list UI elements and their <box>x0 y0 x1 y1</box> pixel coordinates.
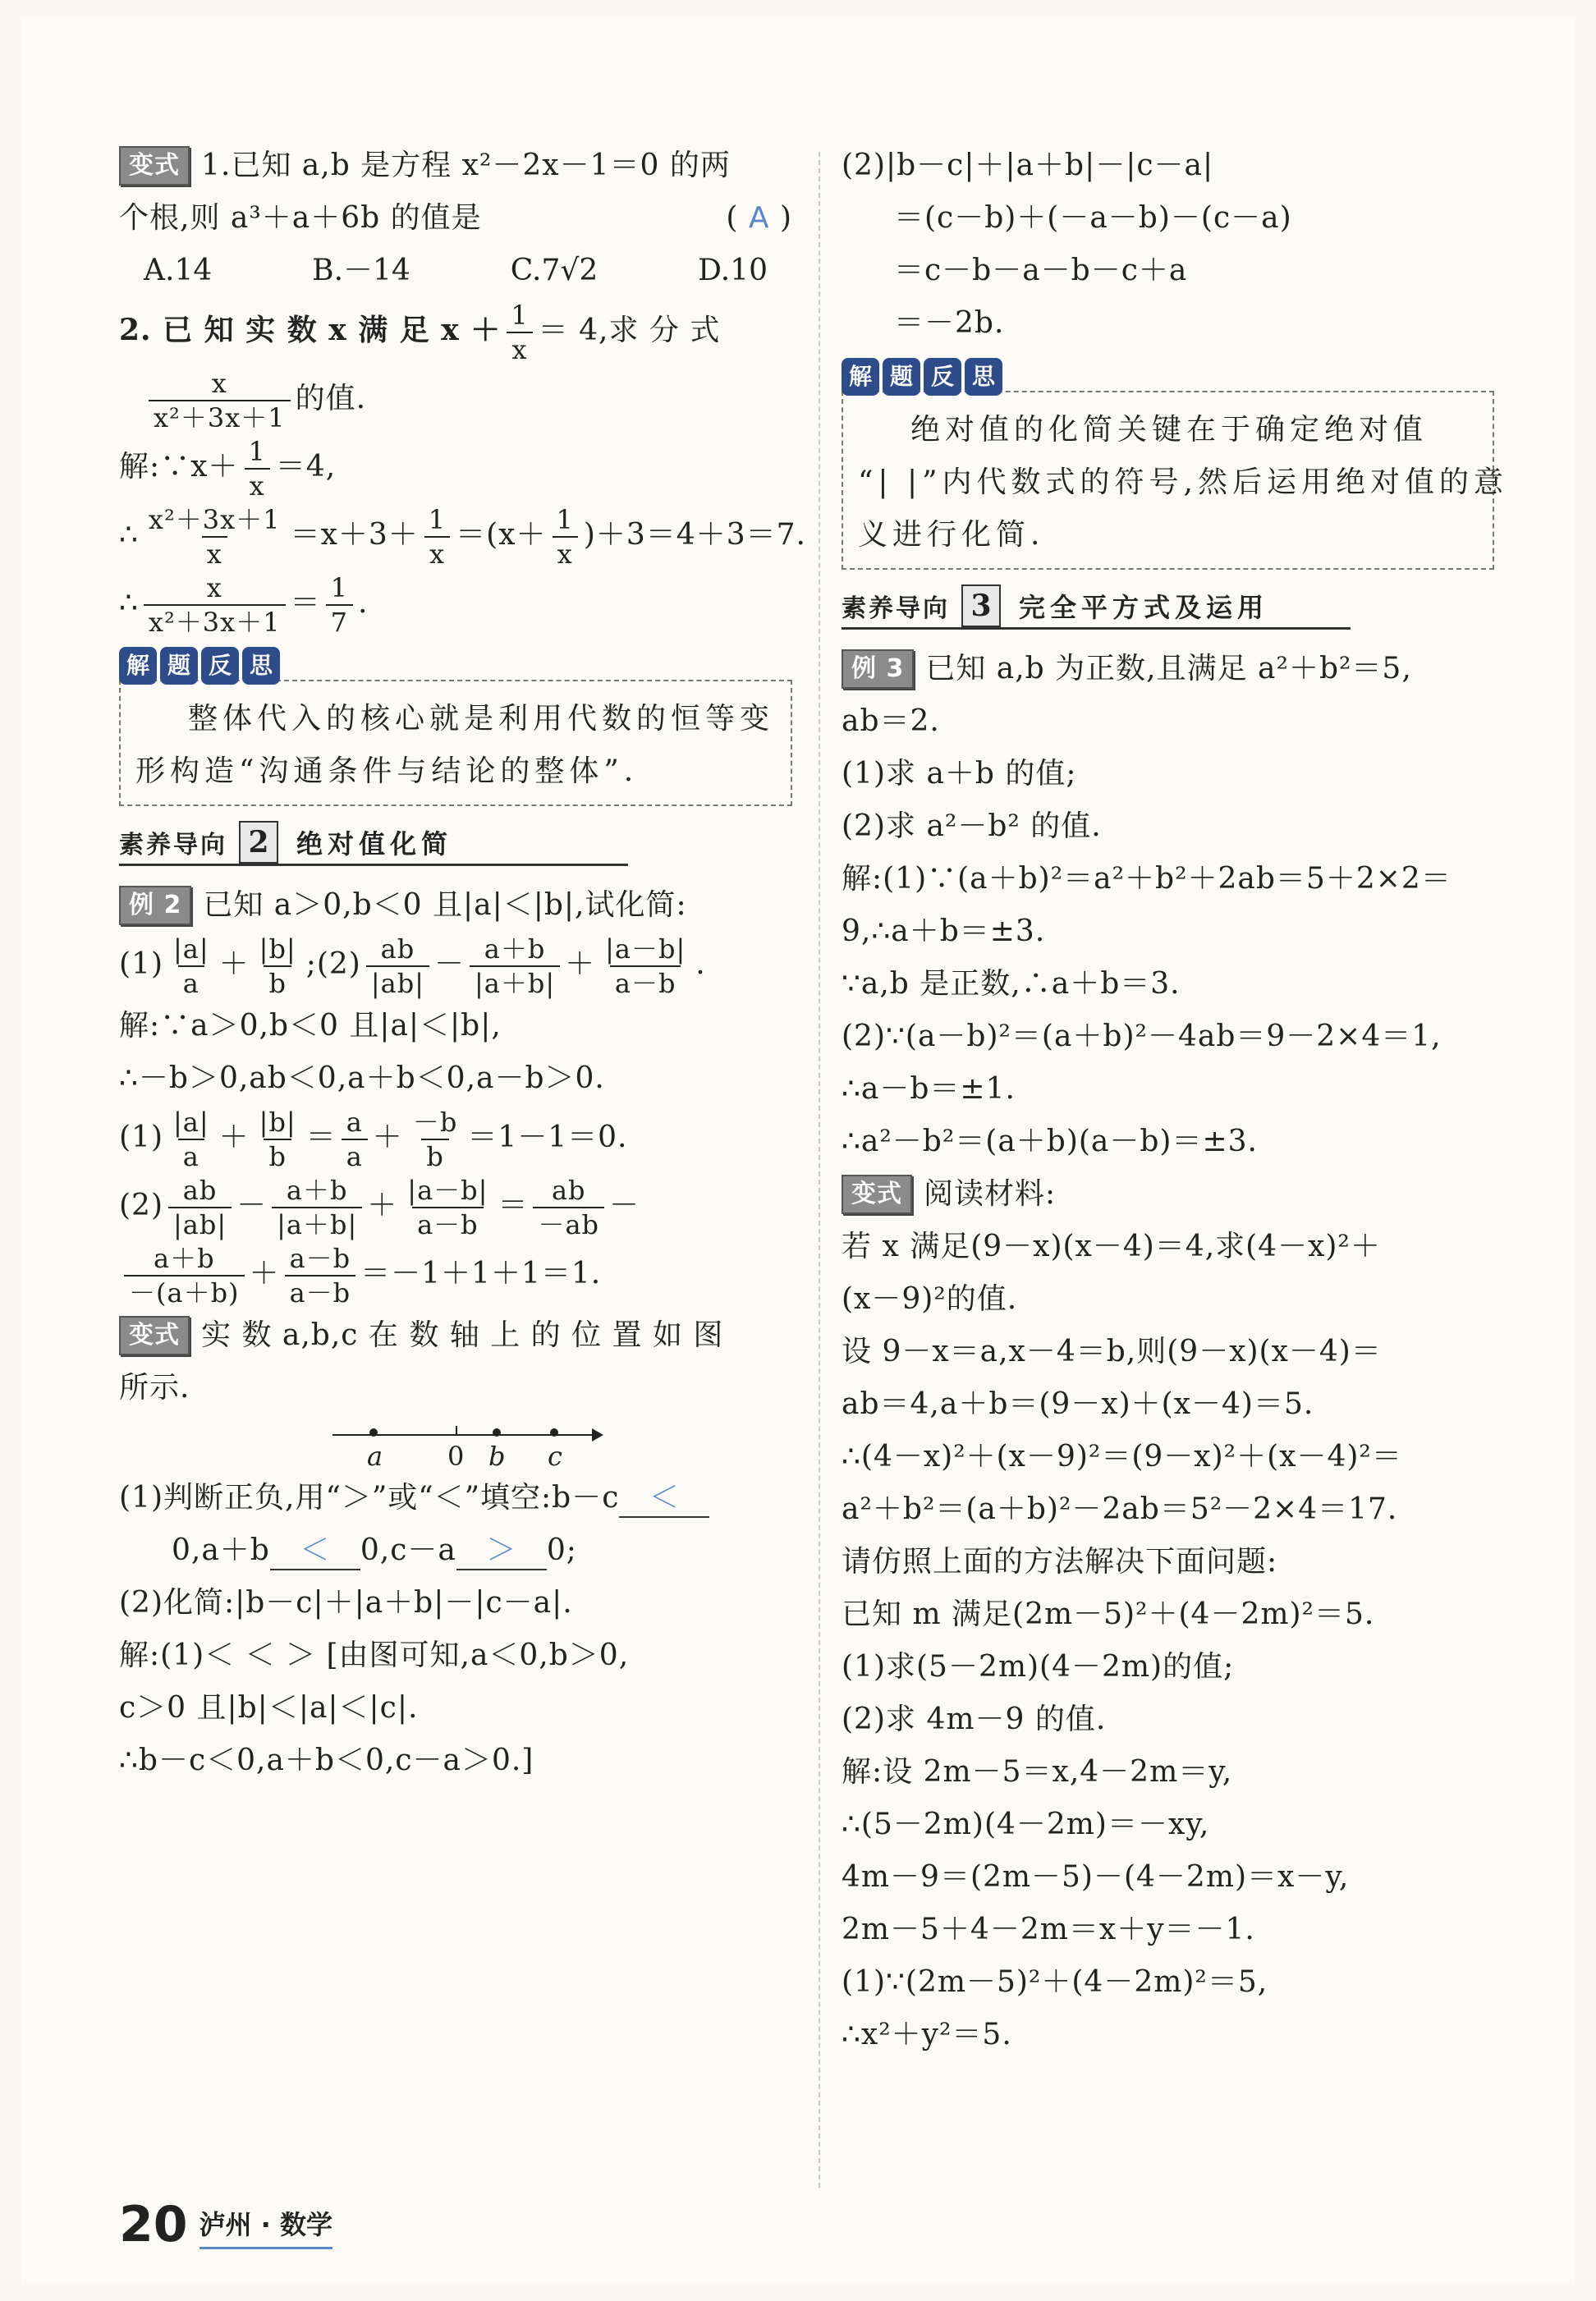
book-title: 泸州 · 数学 <box>200 2204 332 2249</box>
answer-blank-1: ＜ <box>619 1480 709 1518</box>
example3-line1: 例 3 已知 a,b 为正数,且满足 a²＋b²＝5, <box>842 643 1494 695</box>
fraction: $\frac{a+b}{|a+b|}$ <box>272 1174 362 1241</box>
example3-solution-5: ∴a－b＝±1. <box>842 1072 1016 1106</box>
column-divider <box>819 152 820 2188</box>
fraction: $\frac{ab}{|ab|}$ <box>168 1174 232 1241</box>
material-10: (2)求 4m－9 的值. <box>842 1703 1107 1736</box>
solution2-line1: 解:∵a＞0,b＜0 且|a|＜|b|, <box>119 1009 502 1043</box>
example-tag: 例 3 <box>842 649 914 689</box>
answer-blank-3: ＞ <box>456 1533 547 1570</box>
right-column <box>842 140 1508 2061</box>
fraction: $\frac{1}{x}$ <box>243 435 270 502</box>
variant2-line2: 所示. <box>119 1371 190 1405</box>
page-number: 20 <box>119 2196 188 2253</box>
material-1: 若 x 满足(9－x)(x－4)＝4,求(4－x)²＋ <box>842 1230 1381 1263</box>
fraction: $\frac{a+b}{|a+b|}$ <box>470 933 560 1000</box>
reflection-box-2: 解 题 反 思 绝对值的化简关键在于确定绝对值 “| |”内代数式的符号,然后运用绝对值的意 义进行化简. <box>842 358 1494 570</box>
fraction: $\frac{1}{x}$ <box>506 299 533 366</box>
label-c: c <box>548 1441 562 1472</box>
fraction: $\frac{ab}{-ab}$ <box>533 1174 604 1241</box>
option-b: B.－14 <box>312 254 410 287</box>
fraction: $\frac{\text{x²＋3x＋1}}{x}$ <box>148 504 281 570</box>
answer: A <box>748 201 770 235</box>
solution4-6: ∴x²＋y²＝5. <box>842 2018 1012 2051</box>
solution2-line2: ∴－b＞0,ab＜0,a＋b＜0,a－b＞0. <box>119 1061 605 1095</box>
reflection-heading: 解 题 反 思 <box>119 647 792 685</box>
fraction: $\frac{|a|}{a}$ <box>173 1107 209 1172</box>
variant2-q2: (2)化简:|b－c|＋|a＋b|－|c－a|. <box>119 1586 573 1620</box>
fraction: $\frac{|a-b|}{a-b}$ <box>605 933 686 999</box>
right-line-3: ＝c－b－a－b－c＋a <box>894 254 1188 287</box>
fraction: $\frac{a}{a}$ <box>342 1106 368 1173</box>
fraction: $\frac{|b|}{b}$ <box>259 933 296 999</box>
fraction: $\frac{|b|}{b}$ <box>259 1107 296 1172</box>
variant3-title: 变式 阅读材料: <box>842 1168 1494 1221</box>
material-4: ab＝4,a＋b＝(9－x)＋(x－4)＝5. <box>842 1387 1314 1421</box>
variant2-q1-line1: (1)判断正负,用“＞”或“＜”填空:b－c ＜ <box>119 1472 792 1524</box>
page-footer <box>119 2196 332 2253</box>
material-2: (x－9)²的值. <box>842 1282 1018 1316</box>
options <box>119 245 792 297</box>
right-line-1: (2)|b－c|＋|a＋b|－|c－a| <box>842 149 1214 182</box>
variant1-q2-line2: $\frac{x}{\text{x²＋3x＋1}}$ 的值. <box>119 366 792 434</box>
example3-solution-2: 9,∴a＋b＝±3. <box>842 914 1046 948</box>
fraction: $\frac{-b}{b}$ <box>412 1107 458 1172</box>
solution1-line1: 解:∵x＋ $\frac{1}{x}$ ＝4, <box>119 436 337 502</box>
option-c: C.7√2 <box>510 254 598 287</box>
variant2-line1: 变式 实 数 a,b,c 在 数 轴 上 的 位 置 如 图 <box>119 1309 792 1362</box>
example3-line3: (1)求 a＋b 的值; <box>842 757 1077 791</box>
solution3-line1: 解:(1)＜ ＜ ＞ [由图可知,a＜0,b＞0, <box>119 1639 630 1672</box>
fraction: $\frac{|a|}{a}$ <box>173 933 209 999</box>
solution3-line2: c＞0 且|b|＜|a|＜|c|. <box>119 1691 419 1725</box>
fraction: $\frac{1}{x}$ <box>552 503 579 571</box>
solution2-line4: (2) $\frac{ab}{|ab|}$ － $\frac{a+b}{|a+b|}$ ＋ $\frac{|a-b|}{a-b}$ ＝ $\frac{ab}{-ab}$ － <box>119 1175 640 1240</box>
fraction: $\frac{ab}{|ab|}$ <box>366 933 429 1000</box>
variant1-q1-line1: 变式 1.已知 a,b 是方程 x²－2x－1＝0 的两 <box>119 140 792 192</box>
reflection-box-1: 解 题 反 思 整体代入的核心就是利用代数的恒等变 形构造“沟通条件与结论的整体”. <box>119 647 792 806</box>
variant2-q1-line2: 0,a＋b ＜ 0,c－a ＞ 0; <box>119 1524 792 1577</box>
label-b: b <box>488 1441 506 1472</box>
fraction: $\frac{a+b}{-(a+b)}$ <box>124 1242 245 1309</box>
example3-line4: (2)求 a²－b² 的值. <box>842 809 1102 843</box>
number-line <box>332 1414 612 1472</box>
option-d: D.10 <box>698 254 768 287</box>
material-9: (1)求(5－2m)(4－2m)的值; <box>842 1650 1235 1684</box>
solution2-line5: $\frac{a+b}{-(a+b)}$ ＋ $\frac{a-b}{a-b}$ ＝－1＋1＋1＝1. <box>119 1241 792 1309</box>
material-3: 设 9－x＝a,x－4＝b,则(9－x)(x－4)＝ <box>842 1335 1382 1368</box>
material-6: a²＋b²＝(a＋b)²－2ab＝5²－2×4＝17. <box>842 1492 1398 1526</box>
example3-solution-3: ∵a,b 是正数,∴a＋b＝3. <box>842 967 1181 1001</box>
reflection-heading: 解 题 反 思 <box>842 358 1494 396</box>
fraction: $\frac{x}{\text{x²＋3x＋1}}$ <box>149 367 291 434</box>
material-5: ∴(4－x)²＋(x－9)²＝(9－x)²＋(x－4)²＝ <box>842 1440 1402 1474</box>
solution1-line2: ∴ $\frac{\text{x²＋3x＋1}}{x}$ ＝x＋3＋ $\frac{1}{x}$ ＝(x＋ $\frac{1}{x}$ )＋3＝4＋3＝7. <box>119 504 806 570</box>
label-zero: 0 <box>447 1441 465 1472</box>
fraction: $\frac{a-b}{a-b}$ <box>285 1242 356 1309</box>
example3-solution-6: ∴a²－b²＝(a＋b)(a－b)＝±3. <box>842 1125 1258 1158</box>
right-line-2: ＝(c－b)＋(－a－b)－(c－a) <box>894 201 1292 235</box>
variant-tag: 变式 <box>119 146 190 186</box>
example-tag: 例 2 <box>119 886 191 925</box>
solution2-line3: (1) $\frac{|a|}{a}$ ＋ $\frac{|b|}{b}$ ＝ $\frac{a}{a}$ ＋ $\frac{-b}{b}$ ＝1－1＝0. <box>119 1107 628 1172</box>
page <box>21 16 1575 2285</box>
solution4-4: 2m－5＋4－2m＝x＋y＝－1. <box>842 1913 1255 1946</box>
solution4-2: ∴(5－2m)(4－2m)＝－xy, <box>842 1808 1210 1841</box>
material-7: 请仿照上面的方法解决下面问题: <box>842 1545 1278 1579</box>
section-heading-2: 素养导向 2 绝对值化简 <box>119 821 628 866</box>
left-column <box>119 140 806 1787</box>
option-a: A.14 <box>144 254 213 287</box>
tick-zero <box>456 1426 457 1436</box>
point-a <box>369 1428 378 1437</box>
fraction: $\frac{|a-b|}{a-b}$ <box>407 1175 488 1240</box>
variant-tag: 变式 <box>842 1175 912 1214</box>
number-line-arrow <box>592 1428 603 1442</box>
answer-paren: ( A ) <box>726 201 792 235</box>
example3-line2: ab＝2. <box>842 704 940 738</box>
variant1-q2-line1: 2. 已 知 实 数 x 满 足 x ＋ $\frac{1}{x}$ ＝ 4,求 分 式 <box>119 300 721 365</box>
solution1-line3: ∴ $\frac{x}{\text{x²＋3x＋1}}$ ＝ $\frac{1}{7}$ . <box>119 572 369 638</box>
fraction: $\frac{1}{7}$ <box>326 571 353 639</box>
solution4-1: 解:设 2m－5＝x,4－2m＝y, <box>842 1755 1233 1789</box>
fraction: $\frac{1}{x}$ <box>424 503 451 571</box>
solution4-5: (1)∵(2m－5)²＋(4－2m)²＝5, <box>842 1965 1268 1999</box>
point-c <box>550 1428 558 1437</box>
solution3-line3: ∴b－c＜0,a＋b＜0,c－a＞0.] <box>119 1744 534 1777</box>
example2-line2: (1) $\frac{|a|}{a}$ ＋ $\frac{|b|}{b}$ ;(2) $\frac{ab}{|ab|}$ － $\frac{a+b}{|a+b|}$ ＋ $\frac{|a-b|}{a-b}$ . <box>119 933 706 999</box>
example3-solution-1: 解:(1)∵(a＋b)²＝a²＋b²＋2ab＝5＋2×2＝ <box>842 862 1452 896</box>
answer-blank-2: ＜ <box>270 1533 360 1570</box>
example2-line1: 例 2 已知 a＞0,b＜0 且|a|＜|b|,试化简: <box>119 879 792 932</box>
point-b <box>493 1428 501 1437</box>
variant-tag: 变式 <box>119 1316 190 1355</box>
label-a: a <box>367 1441 383 1472</box>
fraction: $\frac{x}{\text{x²＋3x＋1}}$ <box>144 571 286 639</box>
variant1-q1-line2: 个根,则 a³＋a＋6b 的值是 ( A ) <box>119 192 792 245</box>
solution4-3: 4m－9＝(2m－5)－(4－2m)＝x－y, <box>842 1860 1350 1894</box>
section-heading-3: 素养导向 3 完全平方式及运用 <box>842 584 1351 630</box>
example3-solution-4: (2)∵(a－b)²＝(a＋b)²－4ab＝9－2×4＝1, <box>842 1020 1442 1053</box>
right-line-4: ＝－2b. <box>894 306 1005 340</box>
material-8: 已知 m 满足(2m－5)²＋(4－2m)²＝5. <box>842 1597 1375 1631</box>
